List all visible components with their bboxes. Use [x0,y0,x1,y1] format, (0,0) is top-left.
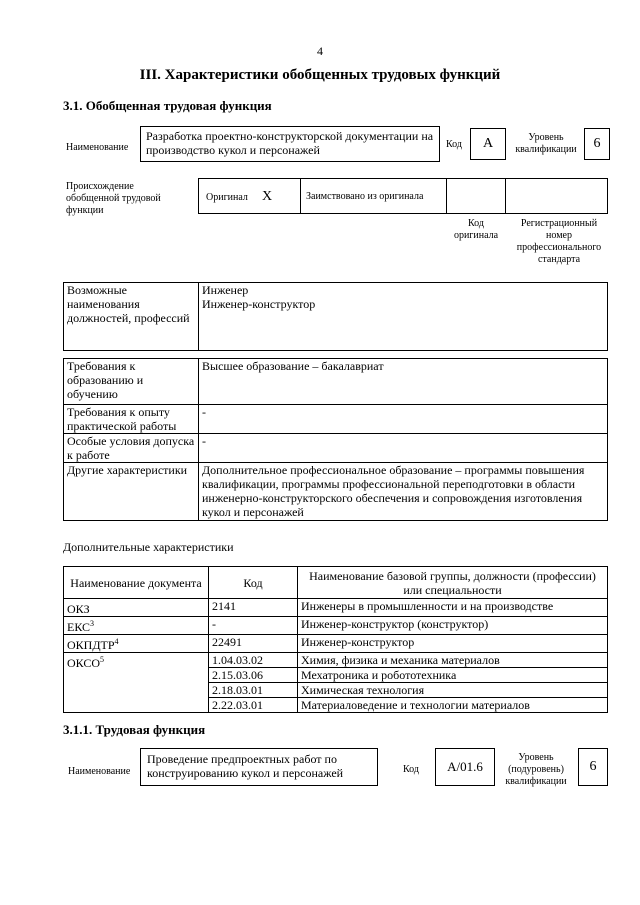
gtf-code-label: Код [446,139,462,150]
tf-level-label: Уровень (подуровень) квалификации [505,752,567,787]
code-cell: 1.04.03.02 [209,653,298,668]
name-cell: Материаловедение и технологии материалов [298,698,608,713]
header-name: Наименование базовой группы, должности (профессии) или специальности [298,567,608,599]
code-cell: 2.18.03.01 [209,683,298,698]
tf-name-value: Проведение предпроектных работ по конструированию кукол и персонажей [140,748,378,786]
req-value: - [199,434,608,463]
gtf-name-label: Наименование [66,142,129,153]
req-value: Высшее образование – бакалавриат [199,359,608,405]
section-title: III. Характеристики обобщенных трудовых функций [139,67,501,83]
positions-table [63,282,608,351]
doc-cell: ОКПДТР$^4$ [64,635,209,653]
gtf-level-value: 6 [584,128,610,160]
code-cell: 2141 [209,599,298,617]
header-doc: Наименование документа [64,567,209,599]
positions-values [199,283,608,351]
gtf-subtitle: 3.1. Обобщенная трудовая функция [63,98,272,113]
gtf-origin-label: Происхождение обобщенной трудовой функции [66,181,161,216]
positions-label: Возможные наименования должностей, профессий [64,283,199,351]
tf-level-value: 6 [578,748,608,786]
code-cell: - [209,617,298,635]
name-cell: Инженеры в промышленности и на производстве [298,599,608,617]
code-cell: 22491 [209,635,298,653]
requirements-table [63,358,608,521]
name-cell: Мехатроника и робототехника [298,668,608,683]
header-code: Код [209,567,298,599]
tf-name-label: Наименование [68,766,131,777]
req-value: Дополнительное профессиональное образование – программы повышения квалификации, программы профессиональной переподготовки в области инженерно-конструкторского обеспечения и сопровождения изготовления кукол и персонажей [199,463,608,521]
req-label: Другие характеристики [64,463,199,521]
table-row [64,599,608,617]
code-cell: 2.22.03.01 [209,698,298,713]
borrowed-label: Заимствовано из оригинала [306,191,424,202]
position-item: Инженер-конструктор [202,297,316,311]
table-row [64,653,608,668]
additional-table [63,566,608,713]
doc-cell: ОКЗ [64,599,209,617]
gtf-name-value: Разработка проектно-конструкторской документации на производство кукол и персонажей [140,126,440,162]
tf-subtitle: 3.1.1. Трудовая функция [63,722,206,737]
req-label: Требования к опыту практической работы [64,405,199,434]
additional-title: Дополнительные характеристики [63,540,234,554]
original-label: Оригинал [206,192,248,203]
reg-number-caption: Регистрационный номер профессионального стандарта [516,218,602,265]
req-label: Особые условия допуска к работе [64,434,199,463]
original-code-caption: Код оригинала [453,218,499,241]
tf-code-value: А/01.6 [435,748,495,786]
page-number: 4 [317,44,323,58]
table-row [64,635,608,653]
table-row [64,617,608,635]
req-value: - [199,405,608,434]
name-cell: Химическая технология [298,683,608,698]
gtf-level-label: Уровень квалификации [515,132,577,155]
doc-cell: ОКСО$^5$ [64,653,209,713]
position-item: Инженер [202,283,249,297]
original-mark: X [262,189,273,204]
name-cell: Химия, физика и механика материалов [298,653,608,668]
gtf-code-value: А [470,128,506,160]
name-cell: Инженер-конструктор [298,635,608,653]
code-cell: 2.15.03.06 [209,668,298,683]
req-label: Требования к образованию и обучению [64,359,199,405]
doc-cell: ЕКС$^3$ [64,617,209,635]
tf-code-label: Код [403,764,419,775]
name-cell: Инженер-конструктор (конструктор) [298,617,608,635]
